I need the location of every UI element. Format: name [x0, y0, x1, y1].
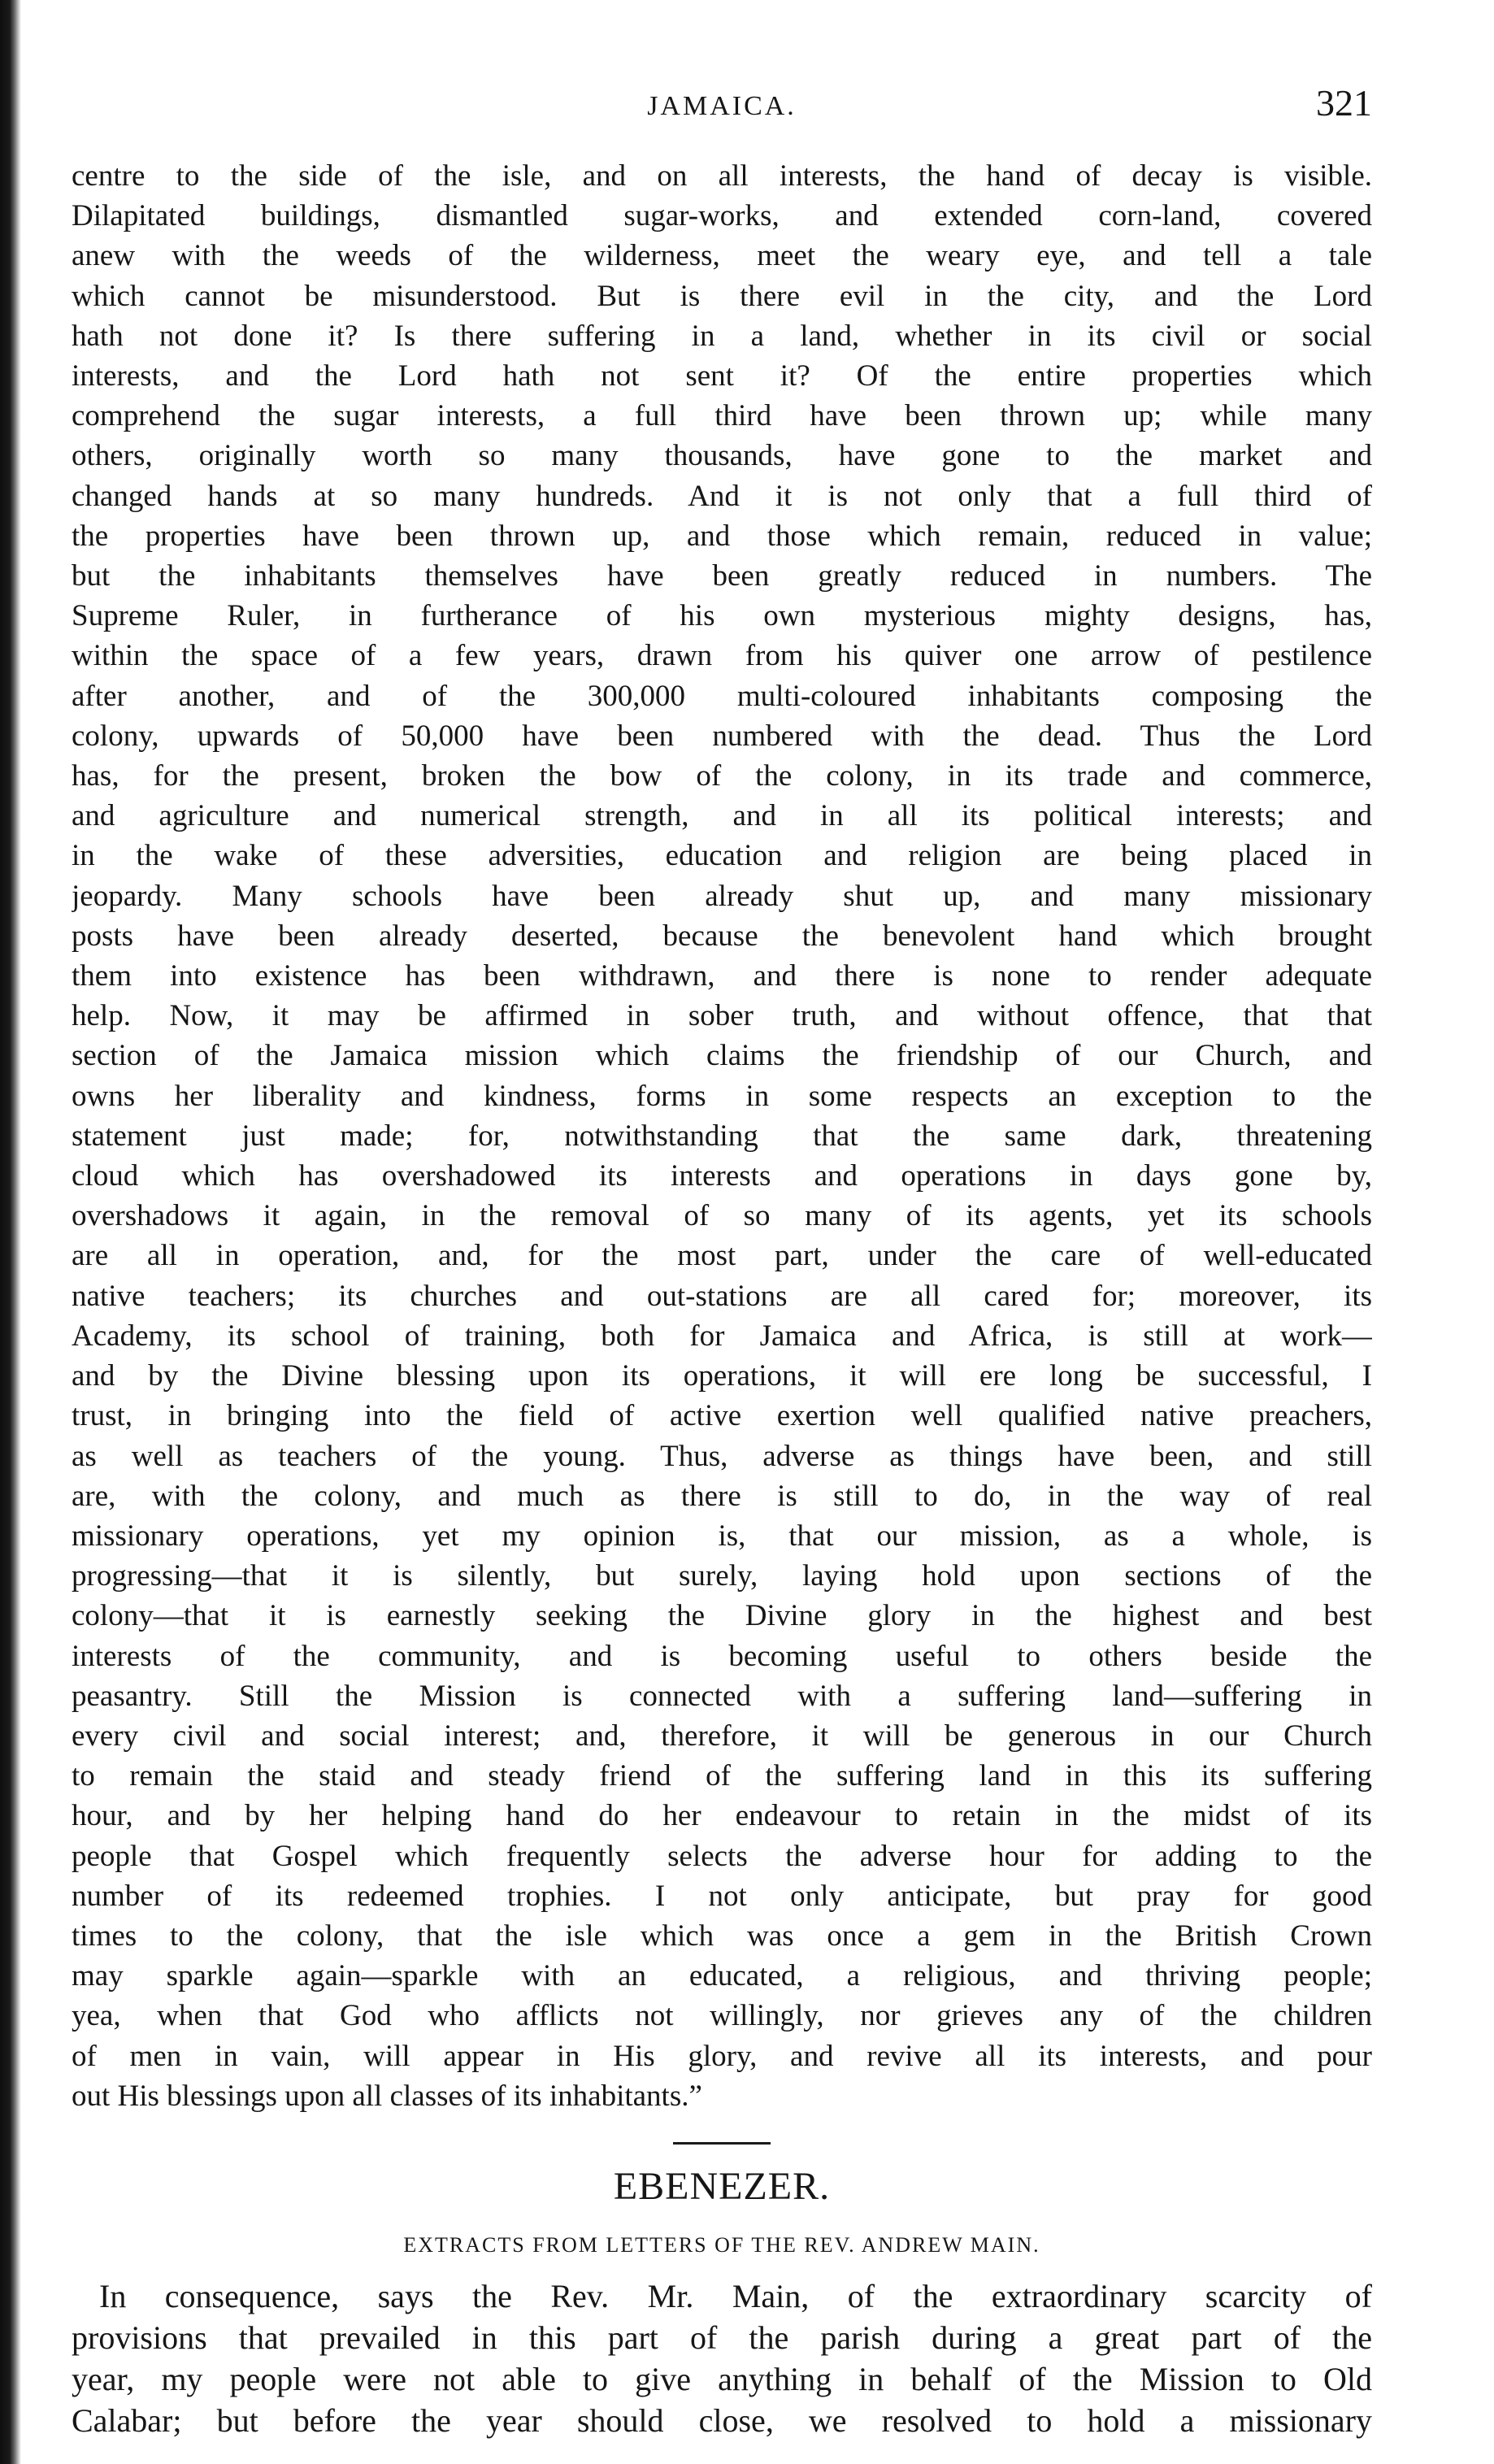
running-head	[72, 81, 1372, 138]
section-subheading: EXTRACTS FROM LETTERS OF THE REV. ANDREW MAIN.	[403, 2232, 1040, 2257]
body-line: overshadows it again, in the removal of so many of its agents, yet its schools	[72, 1199, 1372, 1233]
body-line: and by the Divine blessing upon its operations, it will ere long be successful, I	[72, 1359, 1372, 1393]
body-line: jeopardy. Many schools have been already shut up, and many missionary	[72, 879, 1372, 913]
body-line: anew with the weeds of the wilderness, meet the weary eye, and tell a tale	[72, 239, 1372, 273]
body-line: but the inhabitants themselves have been greatly reduced in numbers. The	[72, 559, 1372, 593]
body-line: people that Gospel which frequently selects the adverse hour for adding to the	[72, 1839, 1372, 1873]
binding-edge	[0, 0, 21, 2464]
body-line: comprehend the sugar interests, a full third have been thrown up; while many	[72, 399, 1372, 433]
body-line: which cannot be misunderstood. But is there evil in the city, and the Lord	[72, 279, 1372, 313]
section-title: EBENEZER.	[613, 2164, 831, 2208]
section-divider-rule	[673, 2142, 771, 2145]
body-line: yea, when that God who afflicts not willingly, nor grieves any of the children	[72, 1999, 1372, 2033]
body-line: hour, and by her helping hand do her endeavour to retain in the midst of its	[72, 1799, 1372, 1833]
section-line: Calabar; but before the year should close, we resolved to hold a missionary	[72, 2401, 1372, 2439]
body-line: Supreme Ruler, in furtherance of his own mysterious mighty designs, has,	[72, 599, 1372, 633]
section-line: In consequence, says the Rev. Mr. Main, of the extraordinary scarcity of	[99, 2277, 1372, 2314]
body-line: help. Now, it may be affirmed in sober truth, and without offence, that that	[72, 999, 1372, 1033]
body-line: has, for the present, broken the bow of the colony, in its trade and commerce,	[72, 759, 1372, 793]
body-line: others, originally worth so many thousands, have gone to the market and	[72, 439, 1372, 473]
book-page	[72, 81, 1372, 2441]
running-head-title: JAMAICA.	[647, 91, 797, 121]
body-line: colony—that it is earnestly seeking the Divine glory in the highest and best	[72, 1599, 1372, 1633]
body-line: cloud which has overshadowed its interests and operations in days gone by,	[72, 1159, 1372, 1193]
body-line: every civil and social interest; and, therefore, it will be generous in our Church	[72, 1719, 1372, 1753]
body-line: peasantry. Still the Mission is connected with a suffering land—suffering in	[72, 1679, 1372, 1713]
body-line: as well as teachers of the young. Thus, adverse as things have been, and still	[72, 1439, 1372, 1473]
section-line: year, my people were not able to give anything in behalf of the Mission to Old	[72, 2360, 1372, 2397]
body-line: are, with the colony, and much as there is still to do, in the way of real	[72, 1479, 1372, 1513]
section-paragraph	[72, 2275, 1372, 2441]
body-line: may sparkle again—sparkle with an educated, a religious, and thriving people;	[72, 1959, 1372, 1993]
body-line: hath not done it? Is there suffering in a land, whether in its civil or social	[72, 319, 1372, 353]
body-line: and agriculture and numerical strength, and in all its political interests; and	[72, 799, 1372, 833]
body-line: them into existence has been withdrawn, and there is none to render adequate	[72, 959, 1372, 993]
body-line: trust, in bringing into the field of active exertion well qualified native preachers,	[72, 1399, 1372, 1433]
body-line: interests of the community, and is becoming useful to others beside the	[72, 1639, 1372, 1673]
body-line: changed hands at so many hundreds. And it is not only that a full third of	[72, 479, 1372, 513]
body-line: Academy, its school of training, both for Jamaica and Africa, is still at work—	[72, 1319, 1372, 1353]
body-line: within the space of a few years, drawn from his quiver one arrow of pestilence	[72, 639, 1372, 673]
page-number: 321	[1316, 82, 1372, 124]
body-line: owns her liberality and kindness, forms in some respects an exception to the	[72, 1079, 1372, 1113]
body-line: native teachers; its churches and out-stations are all cared for; moreover, its	[72, 1279, 1372, 1313]
body-line: progressing—that it is silently, but surely, laying hold upon sections of the	[72, 1559, 1372, 1593]
body-line: are all in operation, and, for the most part, under the care of well-educated	[72, 1239, 1372, 1273]
body-line: in the wake of these adversities, education and religion are being placed in	[72, 839, 1372, 873]
body-line: centre to the side of the isle, and on all interests, the hand of decay is visible.	[72, 159, 1372, 193]
body-line: the properties have been thrown up, and those which remain, reduced in value;	[72, 519, 1372, 553]
section-line: provisions that prevailed in this part of the parish during a great part of the	[72, 2318, 1372, 2356]
body-line: after another, and of the 300,000 multi-coloured inhabitants composing the	[72, 679, 1372, 713]
body-line: times to the colony, that the isle which was once a gem in the British Crown	[72, 1919, 1372, 1953]
body-line: Dilapitated buildings, dismantled sugar-works, and extended corn-land, covered	[72, 199, 1372, 233]
body-line: posts have been already deserted, because the benevolent hand which brought	[72, 919, 1372, 953]
body-line: colony, upwards of 50,000 have been numbered with the dead. Thus the Lord	[72, 719, 1372, 753]
body-paragraph	[72, 156, 1372, 2116]
body-line: number of its redeemed trophies. I not only anticipate, but pray for good	[72, 1879, 1372, 1913]
body-line: to remain the staid and steady friend of the suffering land in this its suffering	[72, 1759, 1372, 1793]
body-line: interests, and the Lord hath not sent it? Of the entire properties which	[72, 359, 1372, 393]
body-line: statement just made; for, notwithstanding that the same dark, threatening	[72, 1119, 1372, 1153]
body-line: out His blessings upon all classes of its inhabitants.”	[72, 2079, 702, 2113]
body-line: of men in vain, will appear in His glory, and revive all its interests, and pour	[72, 2039, 1372, 2073]
body-line: missionary operations, yet my opinion is, that our mission, as a whole, is	[72, 1519, 1372, 1553]
body-line: section of the Jamaica mission which claims the friendship of our Church, and	[72, 1039, 1372, 1073]
